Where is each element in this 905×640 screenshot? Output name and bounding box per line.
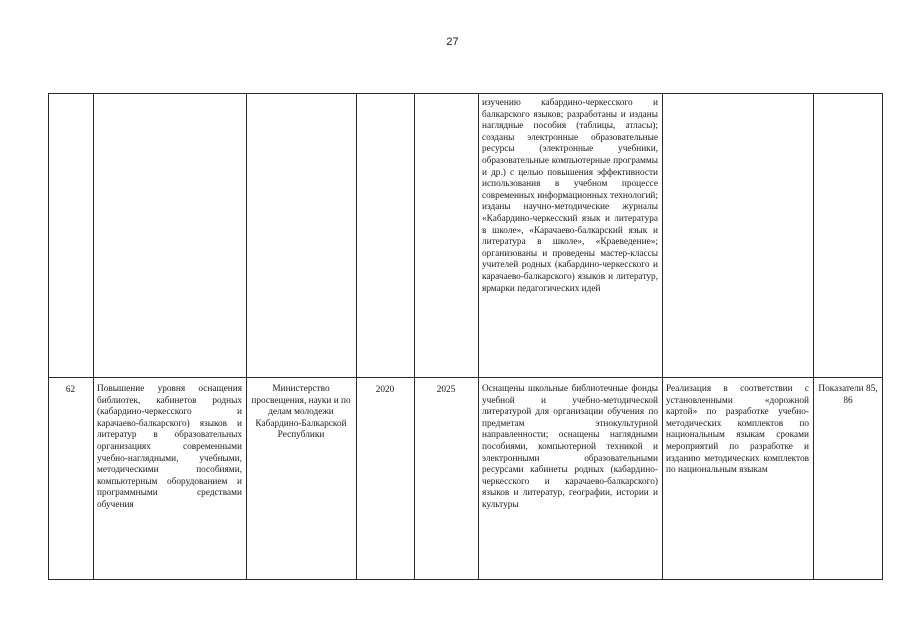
table-border-top [48,93,882,94]
row-divider [48,377,882,378]
column-divider [662,93,663,580]
connection-cell: Реализация в соответствии с установленными «дорожной картой» по разработке учебно-методических комплектов по национальным языкам сроками мероприятий по разработке и изданию методических комплектов по национальным языкам [666,384,809,476]
start-year-cell: 2020 [375,385,395,395]
column-divider [356,93,357,580]
table-border-bottom [48,579,882,580]
activity-cell: Повышение уровня оснащения библиотек, кабинетов родных (кабардино-черкесского и карачаево-балкарского) языков и литератур в образовательных организациях современными учебно-наглядными, учебными, методическими пособиями, компьютерным оборудованием и программными средствами обучения [97,384,242,510]
column-divider [246,93,247,580]
table-border-left [48,93,49,580]
column-divider [478,93,479,580]
responsible-cell: Министерство просвещения, науки и по делам молодежи Кабардино-Балкарской Республики [251,384,351,441]
end-year-cell: 2025 [436,385,456,395]
table-border-right [882,93,883,580]
continuation-result-cell: изучению кабардино-черкесского и балкарского языков; разработаны и изданы наглядные пособия (таблицы, атласы); созданы электронные образовательные ресурсы (электронные учебники, образовательные компьютерные программы и др.) с целью повышения эффективности использования в учебном процессе современных информационных технологий; изданы научно-методические журналы «Кабардино-черкесский язык и литература в школе», «Карачаево-балкарский язык и литература в школе», «Краеведение»; организованы и проведены мастер-классы учителей родных (кабардино-черкесского и карачаево-балкарского) языков и литератур, ярмарки педагогических идей [482,98,658,294]
column-divider [93,93,94,580]
page-number: 27 [446,36,459,48]
indicators-cell: Показатели 85, 86 [818,384,878,406]
result-cell: Оснащены школьные библиотечные фонды учебной и учебно-методической литературой для организации обучения по предметам этнокультурной направленности; оснащены наглядными пособиями, компьютерной техникой и электронными образовательными ресурсами кабинеты родных (кабардино-черкесского и карачаево-балкарского) языков и литератур, географии, истории и культуры [482,384,658,510]
column-divider [414,93,415,580]
column-divider [813,93,814,580]
row-number-cell: 62 [65,385,76,395]
